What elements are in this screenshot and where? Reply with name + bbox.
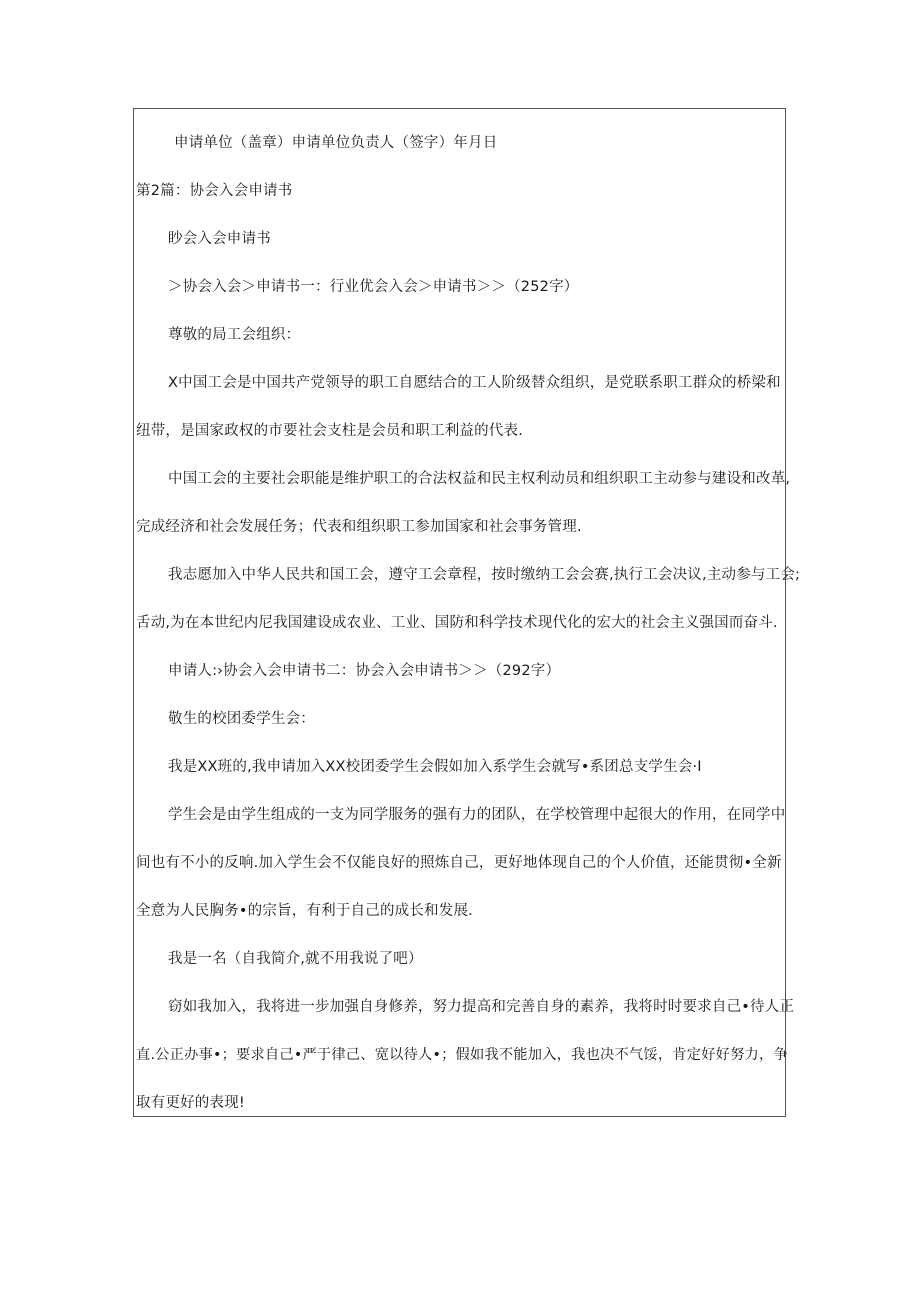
applicant-line: 申请人:›协会入会申请书二：协会入会申请书＞＞（292字） — [168, 663, 561, 679]
paragraph-line: 我是一名（自我简介,就不用我说了吧） — [168, 951, 423, 967]
paragraph-line: 纽带，是国家政权的市要社会支柱是会员和职工利益的代表. — [136, 423, 524, 439]
paragraph-line: 我志愿加入中华人民共和国工会，遵守工会章程，按时缴纳工会会赛,执行工会决议,主动参与工会; — [168, 567, 801, 583]
signature-line: 申请单位（盖章）申请单位负责人（签字）年月日 — [174, 135, 498, 151]
document-title: 眇会入会申请书 — [168, 231, 271, 247]
paragraph-line: X中国工会是中国共产党领导的职工自愿结合的工人阶级替众组织，是党联系职工群众的桥梁和 — [168, 375, 781, 391]
paragraph-line: 全意为人民胸务•的宗旨，有利于自己的成长和发展. — [136, 903, 473, 919]
paragraph-line: 间也有不小的反响.加入学生会不仅能良好的照炼自己，更好地体现自己的个人价值，还能贯彻•全新 — [136, 855, 782, 871]
document-frame — [133, 108, 801, 1117]
paragraph-line: 窃如我加入，我将进一步加强自身修养，努力提高和完善自身的素养，我将时时要求自己•待人正 — [168, 999, 795, 1015]
paragraph-line: 完成经济和社会发展任务；代表和组织职工参加国家和社会事务管理. — [136, 519, 582, 535]
breadcrumb-line: ＞协会入会＞申请书一：行业优会入会＞申请书＞＞（252字） — [168, 279, 579, 295]
paragraph-line: 直.公正办事•；要求自己•严于律己、宽以待人•；假如我不能加入，我也决不气馁，肯定好好努力，争 — [136, 1047, 788, 1063]
salutation: 尊敬的局工会组织： — [168, 327, 301, 343]
paragraph-line: 取有更好的表现! — [136, 1095, 245, 1111]
paragraph-line: 我是XX班的,我申请加入XX校团委学生会假如加入系学生会就写•系团总支学生会·I — [168, 759, 702, 775]
paragraph-line: 学生会是由学生组成的一支为同学服务的强有力的团队，在学校管理中起很大的作用，在同学中 — [168, 807, 786, 823]
paragraph-line: 舌动,为在本世纪内尼我国建设成农业、工业、国防和科学技术现代化的宏大的社会主义强国而奋斗. — [136, 615, 778, 631]
salutation: 敬生的校团委学生会： — [168, 711, 315, 727]
paragraph-line: 中国工会的主要社会职能是维护职工的合法权益和民主权利动员和组织职工主动参与建设和改革, — [168, 471, 791, 487]
section-heading: 第2篇：协会入会申请书 — [136, 183, 293, 199]
